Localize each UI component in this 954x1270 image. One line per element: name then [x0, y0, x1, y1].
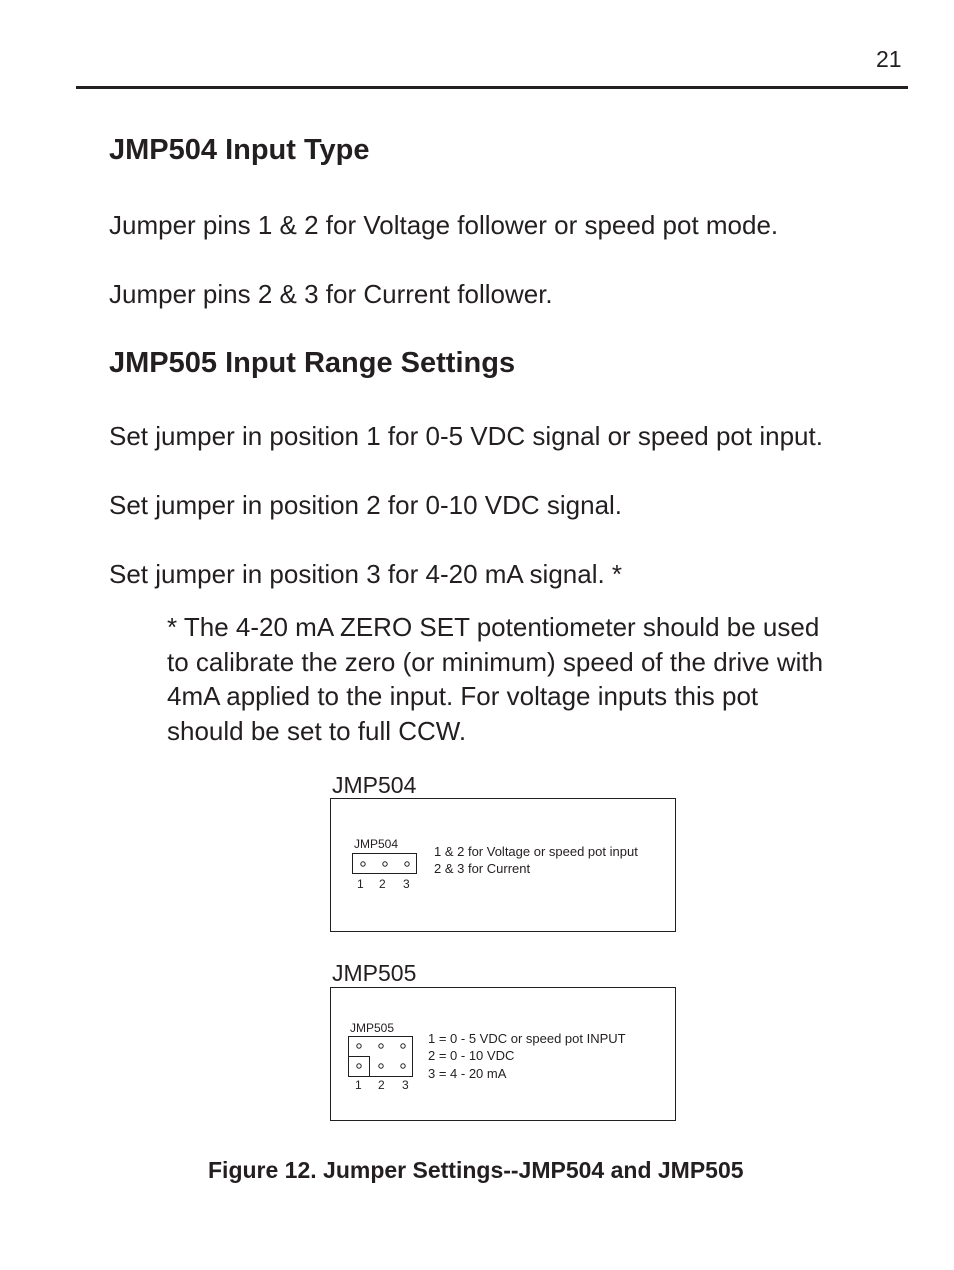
- jmp504-pin-number-2: 2: [379, 877, 386, 891]
- jmp505-pin-bottom-3: [401, 1064, 405, 1068]
- jmp505-pin-top-1: [357, 1044, 361, 1048]
- jmp504-header-outline: [353, 854, 417, 874]
- header-rule: [76, 86, 908, 89]
- jmp504-pin-3: [405, 862, 409, 866]
- paragraph-jmp504-voltage: Jumper pins 1 & 2 for Voltage follower or speed pot mode.: [109, 210, 779, 240]
- section-heading-jmp504: JMP504 Input Type: [109, 134, 370, 166]
- jmp505-pin-number-1: 1: [355, 1078, 362, 1092]
- note-line: should be set to full CCW.: [167, 715, 467, 746]
- paragraph-jmp504-current: Jumper pins 2 & 3 for Current follower.: [109, 279, 553, 309]
- jmp505-pin-number-2: 2: [378, 1078, 385, 1092]
- jmp505-pin-top-3: [401, 1044, 405, 1048]
- zero-set-note: [167, 610, 823, 748]
- jmp504-header-diagram: [352, 853, 418, 875]
- note-line: * The 4-20 mA ZERO SET potentiometer should be used: [167, 612, 820, 642]
- jmp505-pin-top-2: [379, 1044, 383, 1048]
- page-number: 21: [876, 46, 902, 72]
- jmp504-pin-1: [361, 862, 365, 866]
- jmp504-legend-line: 2 & 3 for Current: [434, 861, 531, 876]
- figure-jmp505-title: JMP505: [332, 960, 417, 986]
- jmp505-pin-number-3: 3: [402, 1078, 409, 1092]
- jmp504-pin-number-1: 1: [357, 877, 364, 891]
- jmp505-header-diagram: [348, 1036, 414, 1078]
- jmp505-pin-bottom-2: [379, 1064, 383, 1068]
- jmp504-legend-line: 1 & 2 for Voltage or speed pot input: [434, 844, 638, 859]
- section-heading-jmp505: JMP505 Input Range Settings: [109, 347, 516, 379]
- jmp505-pin-bottom-1: [357, 1064, 361, 1068]
- jmp505-legend-line: 2 = 0 - 10 VDC: [428, 1048, 515, 1063]
- paragraph-jmp505-position-1: Set jumper in position 1 for 0-5 VDC signal or speed pot input.: [109, 421, 823, 451]
- jmp505-legend-line: 1 = 0 - 5 VDC or speed pot INPUT: [428, 1031, 626, 1046]
- jmp505-legend-line: 3 = 4 - 20 mA: [428, 1066, 507, 1081]
- jmp505-header-label: JMP505: [350, 1021, 395, 1035]
- jmp505-jumper-position-1: [349, 1057, 370, 1077]
- figure-caption: Figure 12. Jumper Settings--JMP504 and JMP505: [208, 1157, 744, 1183]
- jmp504-header-label: JMP504: [354, 837, 399, 851]
- figure-jmp504-title: JMP504: [332, 772, 417, 798]
- jmp504-pin-number-3: 3: [403, 877, 410, 891]
- paragraph-jmp505-position-2: Set jumper in position 2 for 0-10 VDC signal.: [109, 490, 623, 520]
- jmp504-pin-2: [383, 862, 387, 866]
- note-line: 4mA applied to the input. For voltage inputs this pot: [167, 681, 759, 711]
- note-line: to calibrate the zero (or minimum) speed of the drive with: [167, 646, 824, 677]
- paragraph-jmp505-position-3: Set jumper in position 3 for 4-20 mA signal. *: [109, 559, 623, 589]
